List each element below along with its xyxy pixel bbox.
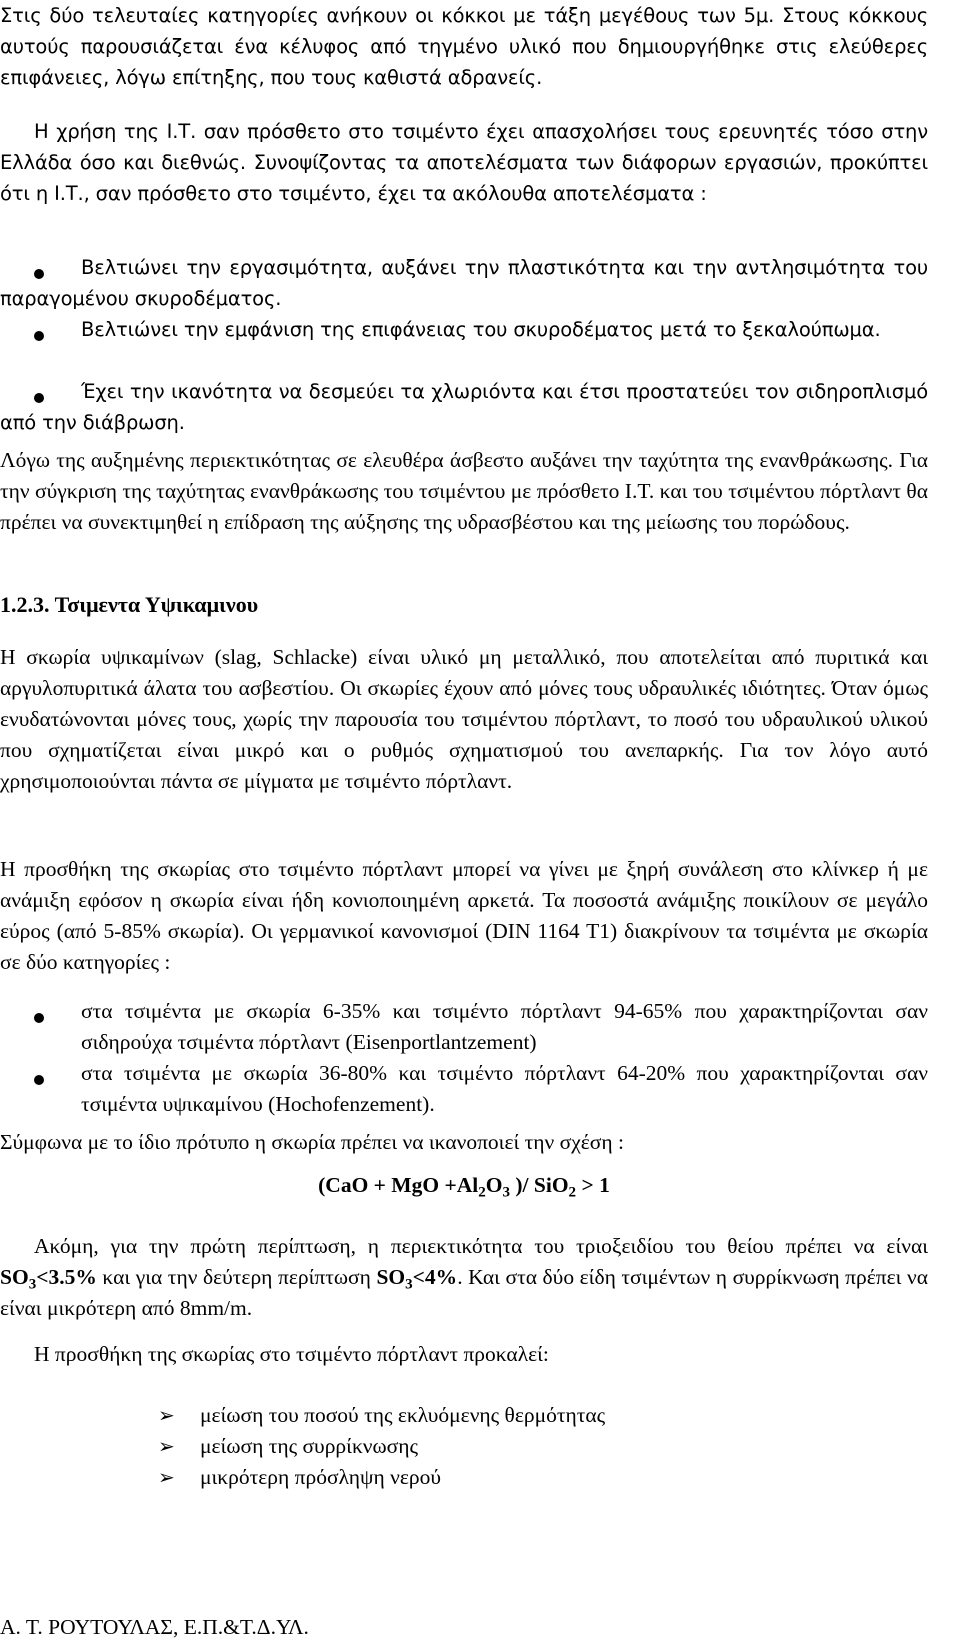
causes-paragraph: Η προσθήκη της σκωρίας στο τσιμέντο πόρτλαντ προκαλεί: [34,1342,549,1366]
slag-paragraph-1: Η σκωρία υψικαμίνων (slag, Schlacke) είναι υλικό μη μεταλλικό, που αποτελείται από πυριτικά και αργυλοπυριτικά άλατα του ασβεστίου. Οι σκωρίες έχουν από μόνες τους υδραυλικές ιδιότητες. Όταν όμως ενυδατώνονται μόνες τους, χωρίς την παρουσία του τσιμέντου πόρτλαντ, το ποσό του υδραυλικού υλικού που σχηματίζεται είναι μικρό και ο ρυθμός σχηματισμού του ανεπαρκής. Για τον λόγο αυτό χρησιμοποιούνται πάντα σε μίγματα με τσιμέντο πόρτλαντ. [0,645,928,793]
relation-paragraph: Σύμφωνα με το ίδιο πρότυπο η σκωρία πρέπει να ικανοποιεί την σχέση : [0,1130,624,1154]
bullet-icon [34,1075,44,1085]
so3-paragraph: Ακόμη, για την πρώτη περίπτωση, η περιεκτικότητα του τριοξειδίου του θείου πρέπει να είναι $SO_3<3.5\%$ και για την δεύτερη περίπτωση $SO_3<4\%$. Και στα δύο είδη τσιμέντων η συρρίκνωση πρέπει να είναι μικρότερη από 8mm/m. [0,1234,928,1320]
list-item: Βελτιώνει την εργασιμότητα, αυξάνει την πλαστικότητα και την αντλησιμότητα του παραγομένου σκυροδέματος. [0,256,928,310]
list-item: Έχει την ικανότητα να δεσμεύει τα χλωριόντα και έτσι προστατεύει τον σιδηροπλισμό από την διάβρωση. [0,380,928,434]
list-item: στα τσιμέντα με σκωρία 36-80% και τσιμέντο πόρτλαντ 64-20% που χαρακτηρίζονται σαν τσιμέντα υψικαμίνου (Hochofenzement). [81,1061,928,1116]
section-heading [0,589,928,620]
bullet-icon [34,1013,44,1023]
list-item: μείωση του ποσού της εκλυόμενης θερμότητας [200,1403,606,1427]
list-item: μικρότερη πρόσληψη νερού [200,1465,441,1489]
list-item: Βελτιώνει την εμφάνιση της επιφάνειας του σκυροδέματος μετά το ξεκαλούπωμα. [81,318,881,341]
lime-paragraph: Λόγω της αυξημένης περιεκτικότητας σε ελευθέρα άσβεστο αυξάνει την ταχύτητα της ενανθράκωσης. Για την σύγκριση της ταχύτητας ενανθράκωσης του τσιμέντου με πρόσθετο Ι.Τ. και του τσιμέντου πόρτλαντ θα πρέπει να συνεκτιμηθεί η επίδραση της αύξησης της υδρασβέστου και της μείωσης του πορώδους. [0,448,928,534]
list-item: μείωση της συρρίκνωσης [200,1434,419,1458]
arrow-bullet-icon: ➢ [158,1465,175,1489]
intro-paragraph-2: Η χρήση της Ι.Τ. σαν πρόσθετο στο τσιμέντο έχει απασχολήσει τους ερευνητές τόσο στην Ελλάδα όσο και διεθνώς. Συνοψίζοντας τα αποτελέσματα των διάφορων εργασιών, προκύπτει ότι η Ι.Τ., σαν πρόσθετο στο τσιμέντο, έχει τα ακόλουθα αποτελέσματα : [0,120,928,205]
slag-paragraph-2: Η προσθήκη της σκωρίας στο τσιμέντο πόρτλαντ μπορεί να γίνει με ξηρή συνάλεση στο κλίνκερ ή με ανάμιξη εφόσον η σκωρία είναι ήδη κονιοποιημένη αρκετά. Τα ποσοστά ανάμιξης ποικίλουν σε μεγάλο εύρος (από 5-85% σκωρία). Οι γερμανικοί κανονισμοί (DIN 1164 T1) διακρίνουν τα τσιμέντα με σκωρία σε δύο κατηγορίες : [0,857,928,974]
formula: (CaO + MgO $+Al_2O_3$ )/ SiO$_2$ > 1 [318,1173,610,1201]
arrow-bullet-icon: ➢ [158,1434,175,1458]
section-number: 1.2.3. [0,592,50,617]
footer-author: Α. Τ. ΡΟΥΤΟΥΛΑΣ, Ε.Π.&Τ.Δ.ΥΛ. [0,1615,309,1639]
list-item: στα τσιμέντα με σκωρία 6-35% και τσιμέντο πόρτλαντ 94-65% που χαρακτηρίζονται σαν σιδηρούχα τσιμέντα πόρτλαντ (Eisenportlantzement) [81,999,928,1054]
section-title: Τσιμεντα Υψικαμινου [54,592,259,617]
arrow-bullet-icon: ➢ [158,1403,175,1427]
intro-paragraph-1: Στις δύο τελευταίες κατηγορίες ανήκουν οι κόκκοι με τάξη μεγέθους των 5μ. Στους κόκκους αυτούς παρουσιάζεται ένα κέλυφος από τηγμένο υλικό που δημιουργήθηκε στις ελεύθερες επιφάνειες, λόγω επίτηξης, που τους καθιστά αδρανείς. [0,4,928,89]
